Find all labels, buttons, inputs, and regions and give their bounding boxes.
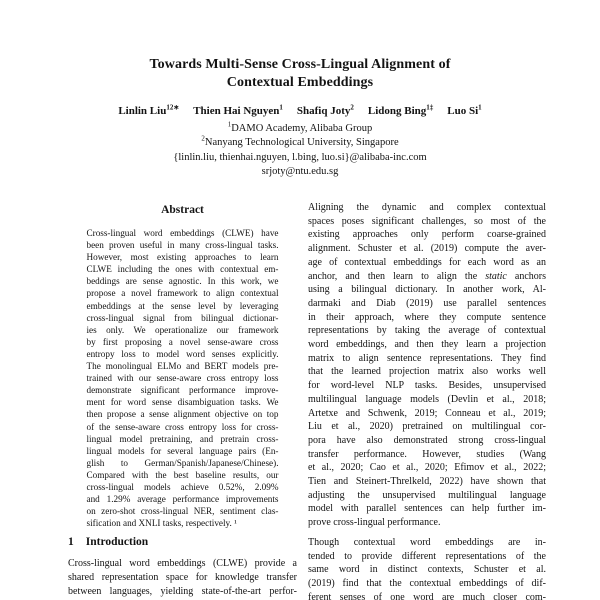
abstract-text-line — [87, 239, 279, 251]
line-text: shared representation space for knowledge transfer — [68, 572, 297, 584]
line-text: same word in distinct contexts, Schuster et al. — [308, 564, 546, 576]
paper-title-line-2: Contextual Embeddings — [226, 75, 374, 90]
abstract-text-line — [87, 408, 279, 420]
abstract-text-line — [87, 421, 279, 433]
abstract-text-line — [87, 360, 279, 372]
body-text-line — [308, 242, 546, 256]
abstract-text-line — [87, 227, 279, 239]
line-text: pora have also demonstrated strong cross-lingual — [308, 434, 546, 446]
author — [118, 105, 179, 117]
abstract-text-line — [87, 348, 279, 360]
abstract-heading: Abstract — [161, 204, 204, 216]
line-text: existing approaches only perform coarse-grained — [308, 229, 546, 241]
paper-title — [0, 56, 600, 92]
body-text-line — [308, 393, 546, 407]
line-text: alignment. Schuster et al. (2019) compute the aver- — [308, 243, 546, 255]
author — [447, 105, 481, 117]
abstract-text-line — [87, 312, 279, 324]
line-text: et al., 2020; Cao et al., 2020; Efimov et al., 2022; — [308, 462, 546, 474]
line-text: propose a novel framework to align contextual — [86, 288, 279, 299]
line-text: anchor, and then learn to align the — [308, 270, 486, 282]
line-text: then propose a sense alignment objective on top — [86, 409, 279, 420]
body-text-line — [68, 571, 297, 585]
line-text: Artetxe and Schwenk, 2019; Conneau et al., 2019; — [308, 407, 546, 419]
body-text-line — [308, 550, 546, 564]
line-emphasis-text: static — [485, 270, 507, 282]
body-text-line — [308, 297, 546, 311]
abstract-text-line — [87, 263, 279, 275]
author-name: Thien Hai Nguyen — [193, 105, 280, 117]
body-text-line — [308, 516, 546, 530]
line-text: been proven useful in many cross-lingual tasks. — [86, 240, 279, 251]
abstract-text-line — [87, 384, 279, 396]
line-text: (2019) find that the contextual embeddings of dif- — [308, 577, 546, 589]
line-text: Tien and Steinert-Threlkeld, 2022) have shown that — [308, 476, 546, 488]
line-text: Though contextual word embeddings are in- — [308, 536, 546, 548]
body-text-line — [308, 256, 546, 270]
body-text-line — [308, 502, 546, 516]
line-text: sification and XNLI tasks, respectively. ¹ — [86, 518, 237, 529]
line-text: ment for word sense disambiguation tasks. We — [86, 397, 279, 408]
line-text: cross-lingual models achieve 0.52%, 2.09% — [86, 481, 279, 492]
body-text-line — [308, 379, 546, 393]
author-name: Lidong Bing — [367, 105, 427, 117]
author — [368, 105, 433, 117]
affiliation-text: {linlin.liu, thienhai.nguyen, l.bing, luo.si}@alibaba-inc.com — [173, 151, 427, 163]
body-text-line — [308, 420, 546, 434]
line-text: word embeddings, and then they learn a projection — [308, 339, 546, 351]
line-text: Liu et al., 2020) pretrained on multilingual cor- — [308, 421, 546, 433]
line-text: adjusting the unsupervised multilingual language — [308, 489, 546, 501]
line-text: ies only. We operationalize our framework — [86, 324, 279, 335]
author-name: Luo Si — [447, 105, 479, 117]
body-text-line — [308, 434, 546, 448]
body-text-line — [308, 283, 546, 297]
line-text: demonstrate significant performance improve- — [86, 385, 279, 396]
body-text-line — [308, 407, 546, 421]
section-title: Introduction — [85, 536, 149, 549]
abstract-text-line — [87, 517, 279, 529]
line-text: entropy loss to model word senses explicitly. — [86, 348, 279, 359]
affiliation-list — [0, 122, 600, 179]
line-text: cross-lingual signal from bilingual dictionar- — [86, 312, 279, 323]
abstract-text-line — [87, 433, 279, 445]
affiliation-text: Nanyang Technological University, Singapore — [204, 137, 399, 149]
body-text-line — [308, 536, 546, 550]
body-text-line — [308, 365, 546, 379]
line-text: tended to provide different representations of the — [308, 550, 546, 562]
introduction-paragraph — [68, 557, 297, 598]
line-text: prove cross-lingual performance. — [308, 517, 441, 529]
abstract-text-line — [87, 287, 279, 299]
line-text: beddings are sense agnostic. In this work, we — [86, 276, 279, 287]
body-text-line — [308, 228, 546, 242]
line-post-text: anchors — [506, 270, 546, 282]
line-text: that the learned projection matrix also works well — [308, 366, 546, 378]
right-column — [308, 201, 546, 600]
abstract-text-line — [87, 275, 279, 287]
line-text: model with parallel sentences can help further im- — [308, 503, 546, 515]
line-text: of the sense-aware cross entropy loss for cross- — [86, 421, 279, 432]
author — [297, 105, 354, 117]
line-text: trained with our sense-aware cross entropy loss — [86, 373, 279, 384]
line-text: However, most existing approaches to learn — [86, 252, 279, 263]
abstract-text-line — [87, 481, 279, 493]
line-text: Cross-lingual word embeddings (CLWE) provide a — [68, 558, 297, 570]
line-text: Cross-lingual word embeddings (CLWE) have — [86, 228, 279, 238]
line-text: Aligning the dynamic and complex contextual — [308, 202, 546, 213]
affiliation-line — [0, 122, 600, 136]
abstract-text-line — [87, 251, 279, 263]
author-list — [0, 105, 600, 117]
body-text-line — [308, 324, 546, 338]
abstract-text-line — [87, 324, 279, 336]
section-heading-introduction — [68, 536, 297, 548]
affiliation-superscript: 2 — [201, 134, 205, 143]
abstract-text-line — [87, 457, 279, 469]
body-text-line — [308, 338, 546, 352]
abstract-text-line — [87, 493, 279, 505]
line-text: lingual model pretraining, and pretrain cross- — [86, 433, 279, 444]
line-text: glish to German/Spanish/Japanese/Chinese). — [86, 457, 279, 468]
body-text-line — [308, 448, 546, 462]
line-text: multilingual language models (Devlin et al., 2018; — [308, 393, 546, 405]
line-text: ferent senses of one word are much closer com- — [308, 591, 546, 600]
abstract-text-line — [87, 505, 279, 517]
body-text-line — [308, 270, 546, 284]
paper-header — [0, 0, 600, 179]
affiliation-line — [0, 136, 600, 150]
body-text-line — [308, 201, 546, 215]
line-text: age of contextual embeddings for each word as an — [308, 256, 546, 268]
line-text: CLWE including the ones with contextual em- — [86, 264, 279, 275]
line-text: between languages, yielding state-of-the-art perfor- — [68, 585, 297, 597]
abstract-text-line — [87, 336, 279, 348]
body-text-line — [68, 585, 297, 599]
line-text: transfer performance. However, studies (Wang — [308, 448, 546, 460]
body-text-line — [68, 557, 297, 571]
affiliation-line — [0, 165, 600, 179]
author-name: Linlin Liu — [118, 105, 167, 117]
body-paragraph-2 — [308, 536, 546, 600]
affiliation-text: srjoty@ntu.edu.sg — [261, 165, 339, 177]
affiliation-line — [0, 151, 600, 165]
author-superscript: 1‡ — [426, 103, 434, 112]
body-text-line — [308, 591, 546, 600]
author — [193, 105, 283, 117]
abstract-text-line — [87, 469, 279, 481]
body-paragraph-1 — [308, 201, 546, 530]
line-text: Compared with the best baseline results, our — [86, 469, 279, 480]
line-text: on zero-shot cross-lingual NER, sentiment clas- — [86, 506, 279, 517]
left-column — [68, 200, 297, 598]
author-superscript: 2 — [350, 103, 354, 112]
body-text-line — [308, 475, 546, 489]
abstract-text-line — [87, 300, 279, 312]
body-text-line — [308, 352, 546, 366]
author-superscript: 1 — [279, 103, 283, 112]
abstract-text-line — [87, 372, 279, 384]
line-text: darmaki and Diab (2019) use parallel sentences — [308, 297, 546, 309]
line-text: by first proposing a novel sense-aware cross — [86, 336, 279, 347]
section-number: 1 — [68, 536, 74, 549]
line-text: using a bilingual dictionary. In another work, Al- — [308, 284, 546, 296]
line-text: in their approach, where they compute sentence — [308, 311, 546, 323]
abstract-body — [87, 227, 279, 529]
body-text-line — [308, 461, 546, 475]
body-text-line — [308, 563, 546, 577]
line-text: spaces poses significant challenges, so most of the — [308, 215, 546, 227]
line-text: matrix to align sentence representations. They find — [308, 352, 546, 364]
line-text: embeddings at the sense level by leveraging — [86, 300, 279, 311]
body-text-line — [308, 489, 546, 503]
author-superscript: 1 — [478, 103, 482, 112]
line-text: for word-level NLP tasks. Besides, unsupervised — [308, 380, 546, 392]
line-text: lingual models for several language pairs (En- — [86, 445, 279, 456]
line-text: The monolingual ELMo and BERT models pre- — [86, 361, 279, 372]
abstract-text-line — [87, 396, 279, 408]
body-text-line — [308, 577, 546, 591]
author-name: Shafiq Joty — [296, 105, 351, 117]
paper-title-line-1: Towards Multi-Sense Cross-Lingual Alignment of — [149, 57, 451, 72]
affiliation-superscript: 1 — [227, 120, 232, 129]
author-superscript: 12∗ — [166, 103, 180, 112]
abstract-text-line — [87, 445, 279, 457]
body-text-line — [308, 311, 546, 325]
affiliation-text: DAMO Academy, Alibaba Group — [231, 123, 373, 134]
line-text: representations by taking the average of contextual — [308, 325, 546, 337]
body-text-line — [308, 215, 546, 229]
line-text: and 1.29% average performance improvements — [86, 494, 279, 505]
